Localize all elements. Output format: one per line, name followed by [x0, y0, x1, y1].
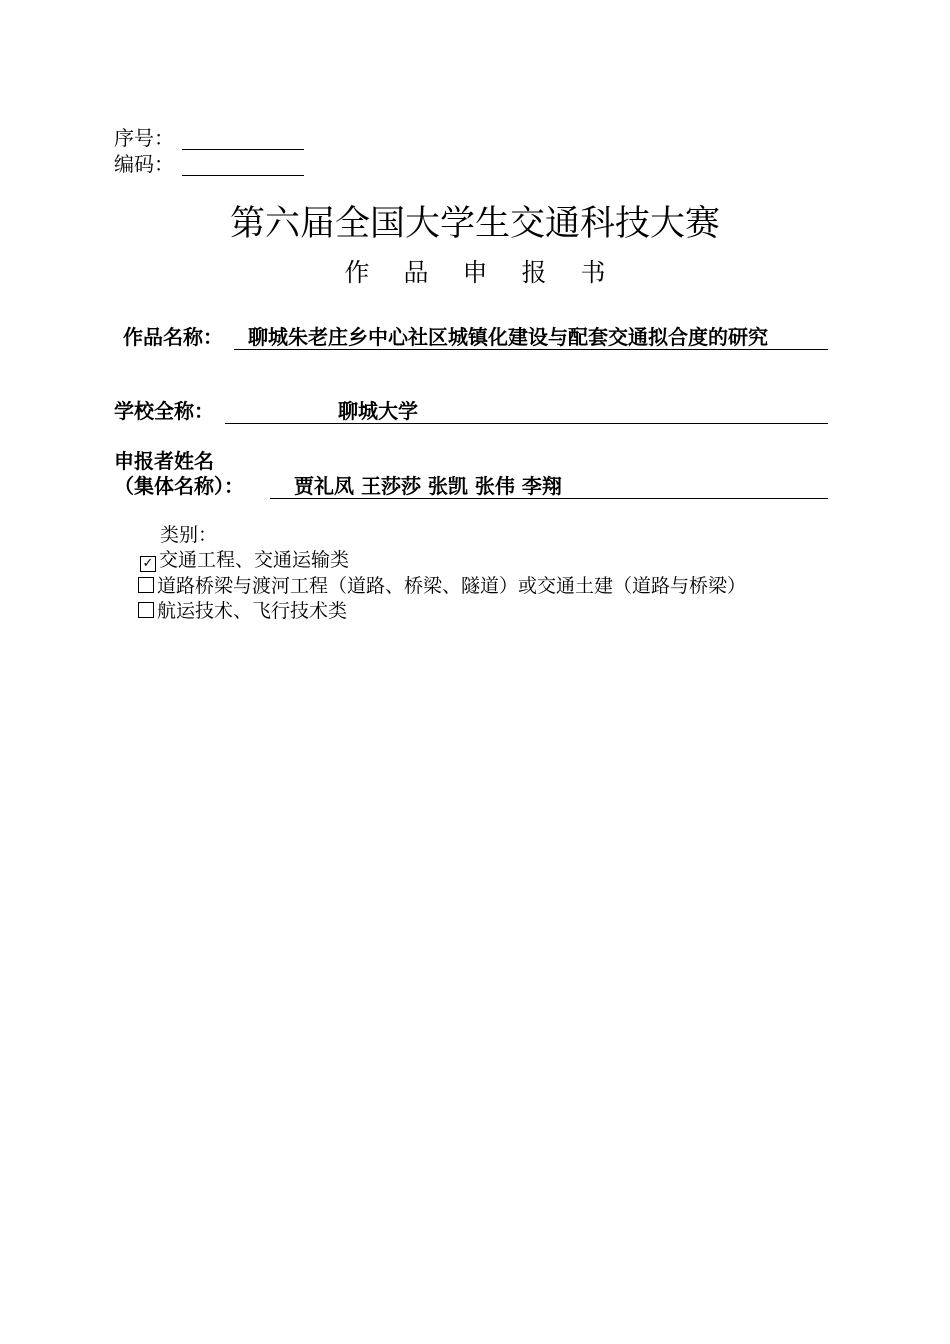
category-option[interactable] [138, 599, 347, 623]
school-value: 聊城大学 [225, 399, 828, 424]
category-label: 类别： [160, 524, 218, 546]
applicant-label-line2: （集体名称）： [114, 474, 244, 498]
applicant-value: 贾礼凤 王莎莎 张凯 张伟 李翔 [270, 474, 828, 499]
code-row [114, 152, 304, 176]
serial-label: 序号： [114, 126, 174, 150]
category-option-label: 交通工程、交通运输类 [159, 549, 350, 571]
category-option-label: 道路桥梁与渡河工程（道路、桥梁、隧道）或交通土建（道路与桥梁） [157, 575, 747, 597]
page-title: 第六届全国大学生交通科技大赛 [229, 204, 720, 244]
code-label: 编码： [114, 152, 174, 176]
category-option[interactable] [138, 574, 746, 598]
checkbox-checked-icon[interactable]: ✓ [140, 556, 156, 572]
serial-field[interactable] [182, 131, 304, 150]
category-option-label: 航运技术、飞行技术类 [157, 600, 348, 622]
category-option[interactable] [140, 548, 349, 572]
page-subtitle: 作品申报书 [344, 258, 640, 287]
work-name-value: 聊城朱老庄乡中心社区城镇化建设与配套交通拟合度的研究 [234, 325, 828, 350]
checkbox-empty-icon[interactable] [138, 577, 154, 593]
code-field[interactable] [182, 157, 304, 176]
work-name-label: 作品名称： [123, 325, 223, 349]
serial-row [114, 126, 304, 150]
checkbox-empty-icon[interactable] [138, 602, 154, 618]
applicant-label-line1: 申报者姓名 [114, 449, 214, 473]
school-label: 学校全称： [114, 399, 214, 423]
